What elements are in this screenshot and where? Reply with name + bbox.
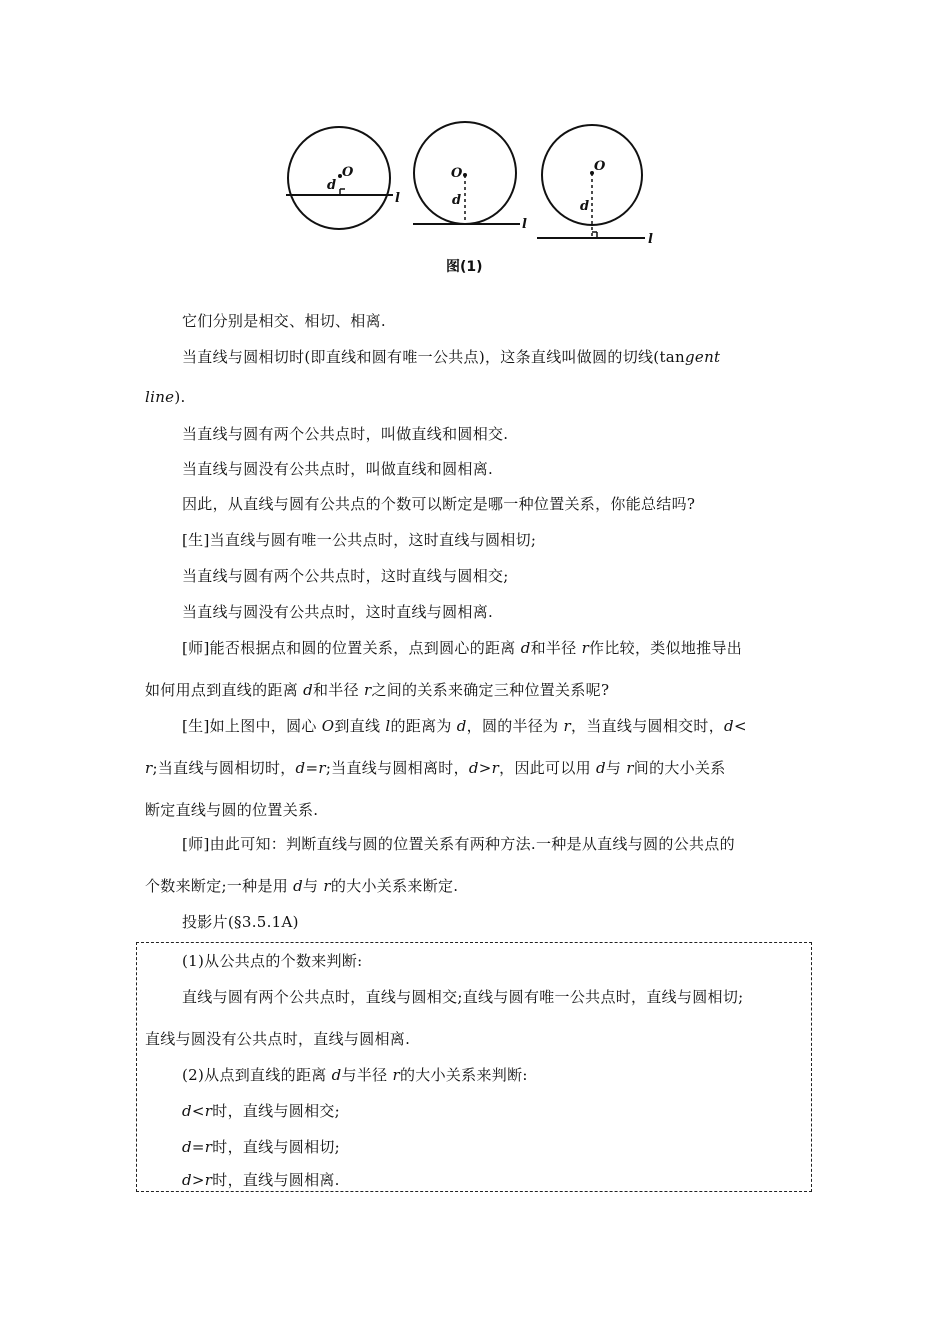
paragraph: 因此，从直线与圆有公共点的个数可以断定是哪一种位置关系，你能总结吗? (182, 495, 696, 513)
paragraph: 它们分别是相交、相切、相离. (182, 312, 386, 330)
paragraph: [生]如上图中，圆心 O到直线 l的距离为 d，圆的半径为 r，当直线与圆相交时，d< (182, 717, 747, 735)
label-O-2: O (451, 166, 463, 181)
label-l-3: l (648, 232, 653, 247)
figure-caption: 图(1) (446, 259, 483, 275)
box-line: (1)从公共点的个数来判断: (182, 952, 363, 970)
paragraph: 当直线与圆有两个公共点时，叫做直线和圆相交. (182, 425, 509, 443)
label-O-1: O (342, 165, 354, 180)
circle-intersect (288, 127, 390, 229)
paragraph: [师]由此可知：判断直线与圆的位置关系有两种方法.一种是从直线与圆的公共点的 (182, 835, 735, 853)
paragraph: [师]能否根据点和圆的位置关系，点到圆心的距离 d和半径 r作比较，类似地推导出 (182, 639, 743, 657)
paragraph: r;当直线与圆相切时，d=r;当直线与圆相离时，d>r，因此可以用 d与 r间的大小关系 (145, 759, 726, 777)
label-l-1: l (395, 191, 400, 206)
paragraph: 当直线与圆没有公共点时，这时直线与圆相离. (182, 603, 494, 621)
label-d-1: d (327, 178, 337, 193)
box-line: d>r时，直线与圆相离. (182, 1171, 340, 1189)
box-line: 直线与圆没有公共点时，直线与圆相离. (145, 1030, 411, 1048)
box-line: d=r时，直线与圆相切; (182, 1138, 341, 1156)
label-l-2: l (522, 217, 527, 232)
paragraph: line). (145, 388, 186, 406)
paragraph: 当直线与圆有两个公共点时，这时直线与圆相交; (182, 567, 509, 585)
paragraph: 断定直线与圆的位置关系. (145, 801, 319, 819)
paragraph: 投影片(§3.5.1A) (182, 913, 299, 931)
box-line: (2)从点到直线的距离 d与半径 r的大小关系来判断: (182, 1066, 528, 1084)
box-line: 直线与圆有两个公共点时，直线与圆相交;直线与圆有唯一公共点时，直线与圆相切; (182, 988, 744, 1006)
paragraph: 当直线与圆没有公共点时，叫做直线和圆相离. (182, 460, 494, 478)
circle-line-figure (278, 118, 678, 278)
paragraph: 个数来断定;一种是用 d与 r的大小关系来断定. (145, 877, 459, 895)
paragraph: 当直线与圆相切时(即直线和圆有唯一公共点)，这条直线叫做圆的切线(tangent (182, 348, 721, 366)
paragraph: 如何用点到直线的距离 d和半径 r之间的关系来确定三种位置关系呢? (145, 681, 610, 699)
paragraph: [生]当直线与圆有唯一公共点时，这时直线与圆相切; (182, 531, 537, 549)
label-d-2: d (452, 193, 462, 208)
label-O-3: O (594, 159, 606, 174)
box-line: d<r时，直线与圆相交; (182, 1102, 341, 1120)
label-d-3: d (580, 199, 590, 214)
